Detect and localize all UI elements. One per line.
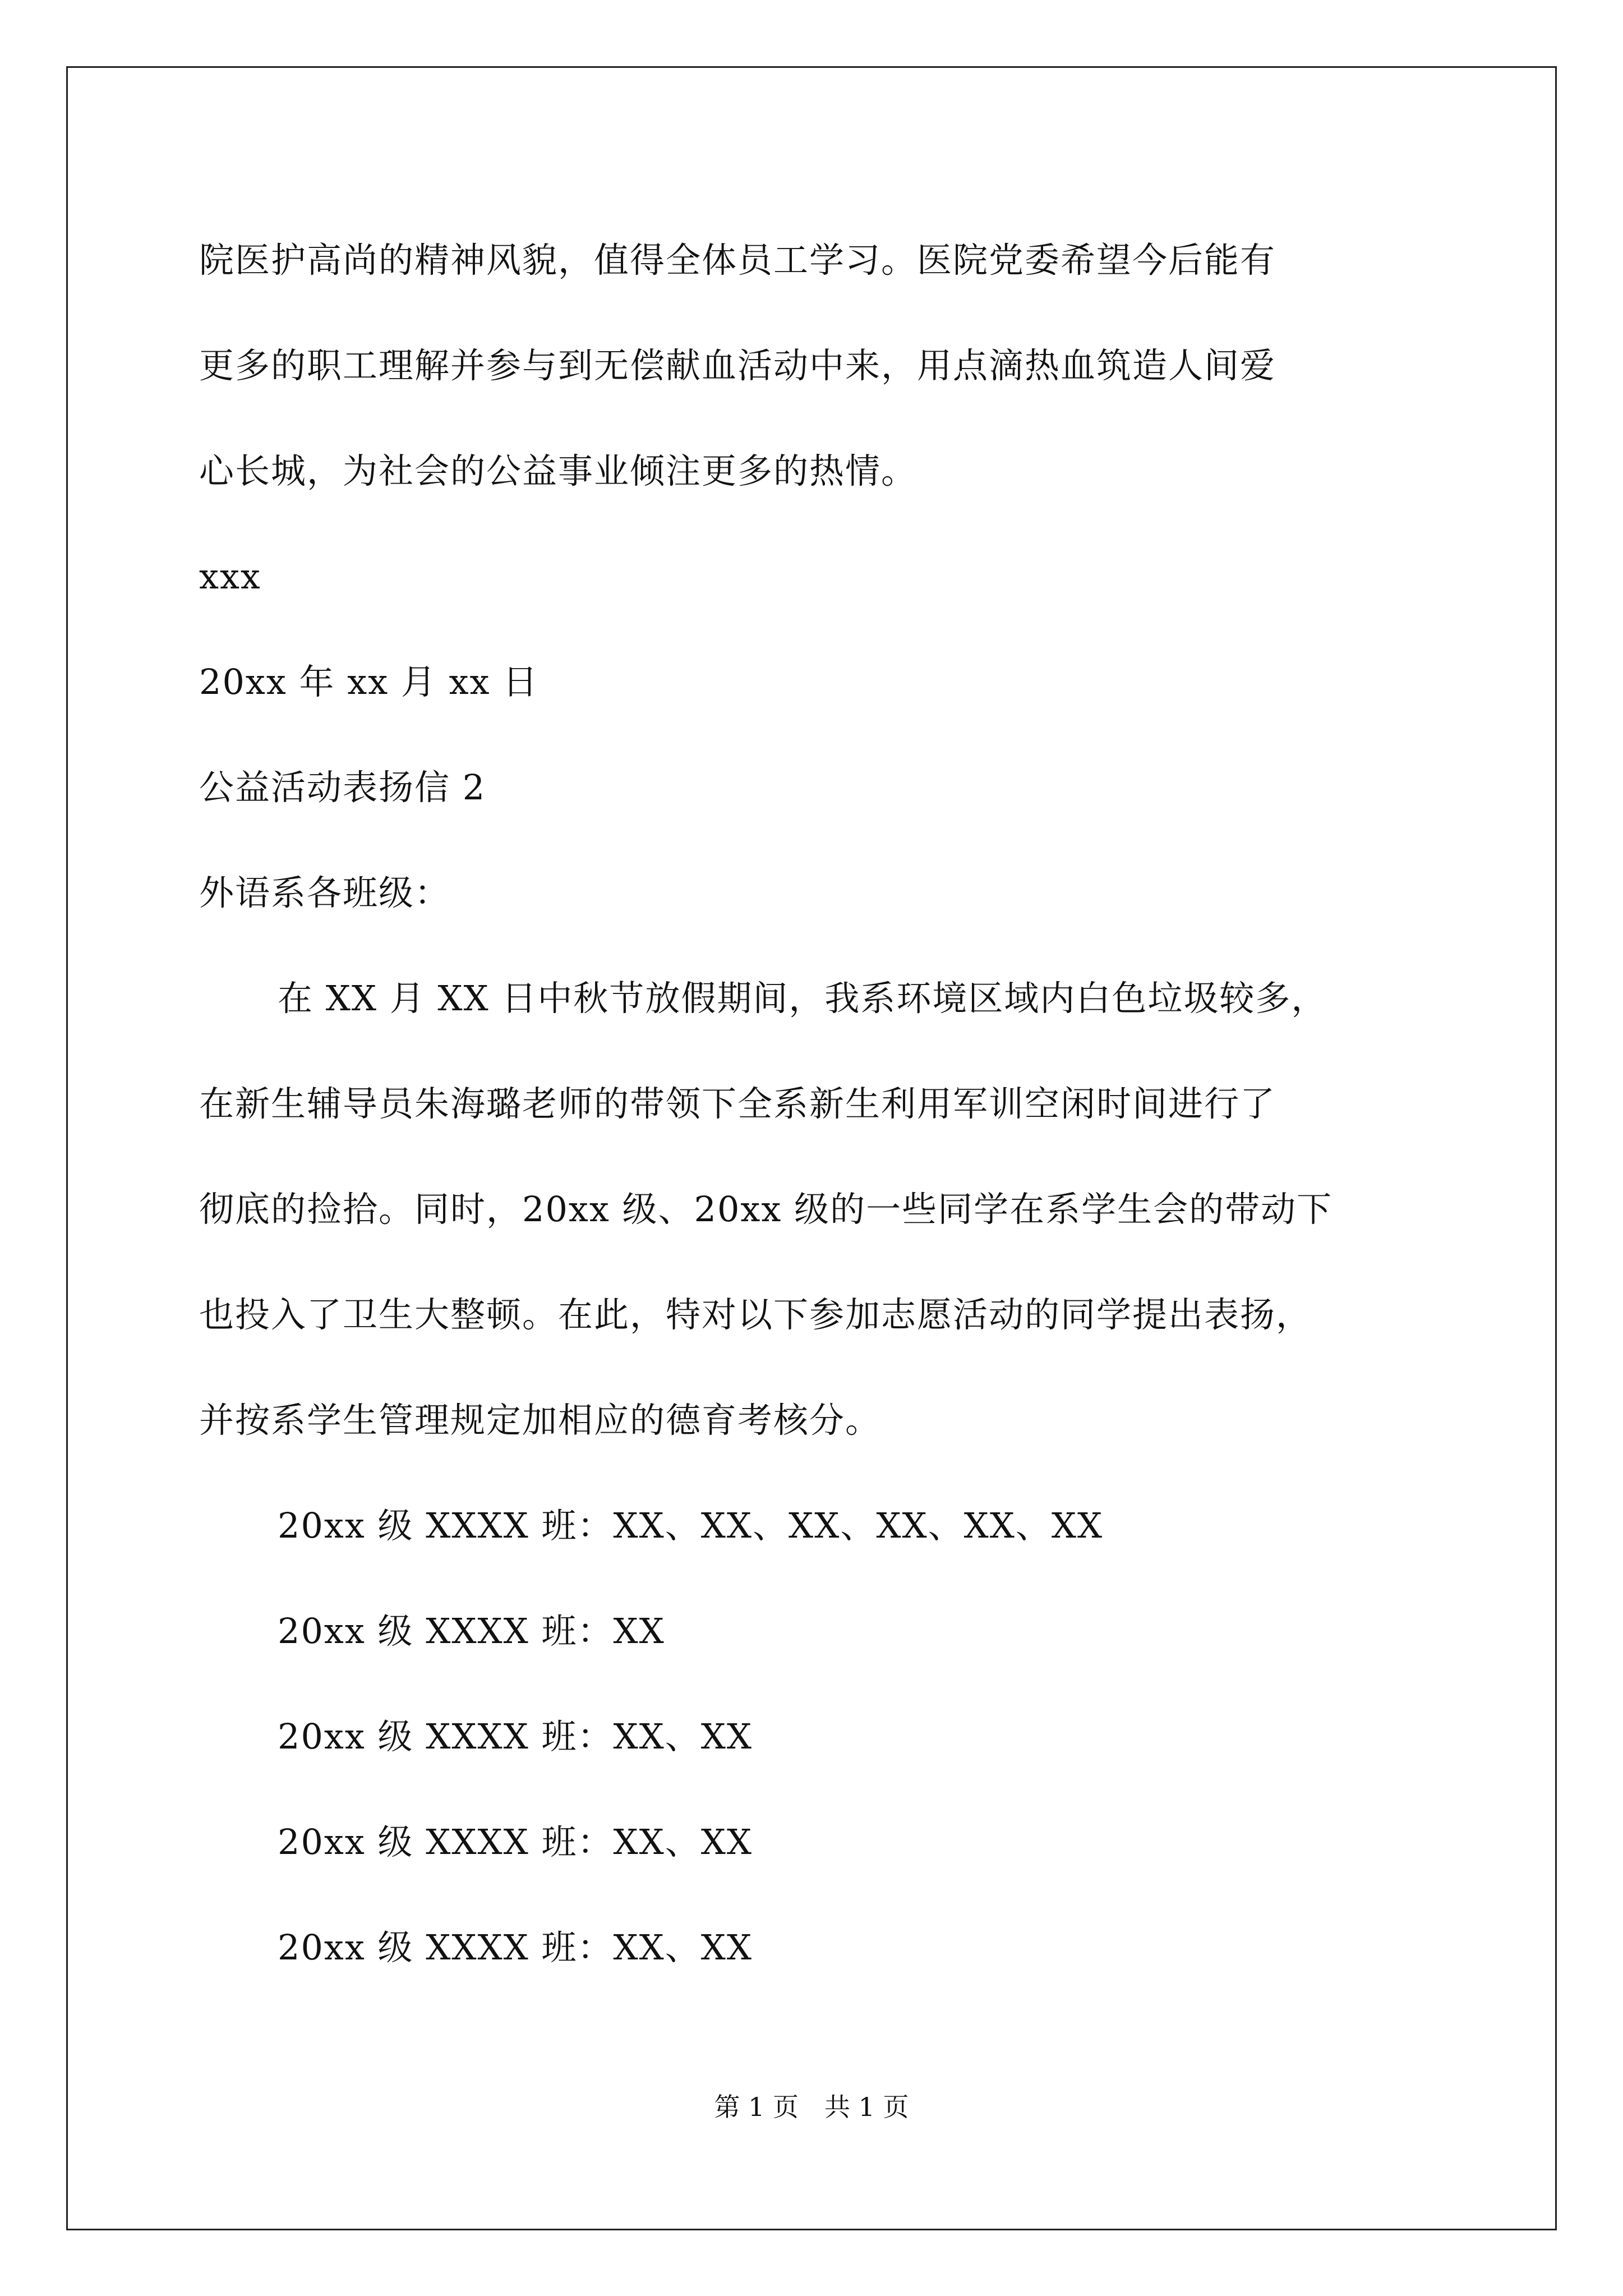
class-list-item: 20xx 级 XXXX 班：XX、XX、XX、XX、XX、XX (278, 1505, 1104, 1546)
body-line: 心长城，为社会的公益事业倾注更多的热情。 (199, 450, 917, 491)
body-line: 更多的职工理解并参与到无偿献血活动中来，用点滴热血筑造人间爱 (199, 345, 1276, 386)
signature: xxx (199, 556, 261, 597)
body-line: 也投入了卫生大整顿。在此，特对以下参加志愿活动的同学提出表扬， (199, 1294, 1312, 1335)
date-line: 20xx 年 xx 月 xx 日 (199, 661, 539, 702)
body-line: 彻底的捡拾。同时，20xx 级、20xx 级的一些同学在系学生会的带动下 (199, 1189, 1333, 1230)
class-list-item: 20xx 级 XXXX 班：XX、XX (278, 1716, 753, 1757)
class-list-item: 20xx 级 XXXX 班：XX、XX (278, 1821, 753, 1862)
page-number-footer: 第 1 页 共 1 页 (714, 2092, 909, 2122)
class-list-item: 20xx 级 XXXX 班：XX (278, 1611, 665, 1651)
letter-title: 公益活动表扬信 2 (199, 767, 486, 808)
body-line: 并按系学生管理规定加相应的德育考核分。 (199, 1400, 882, 1441)
document-body (199, 208, 1467, 2000)
body-line: 院医护高尚的精神风貌，值得全体员工学习。医院党委希望今后能有 (199, 240, 1276, 280)
body-line: 在新生辅导员朱海璐老师的带领下全系新生利用军训空闲时间进行了 (199, 1083, 1276, 1124)
body-line: 在 XX 月 XX 日中秋节放假期间，我系环境区域内白色垃圾较多， (278, 978, 1327, 1019)
salutation: 外语系各班级： (199, 872, 451, 913)
class-list-item: 20xx 级 XXXX 班：XX、XX (278, 1927, 753, 1968)
